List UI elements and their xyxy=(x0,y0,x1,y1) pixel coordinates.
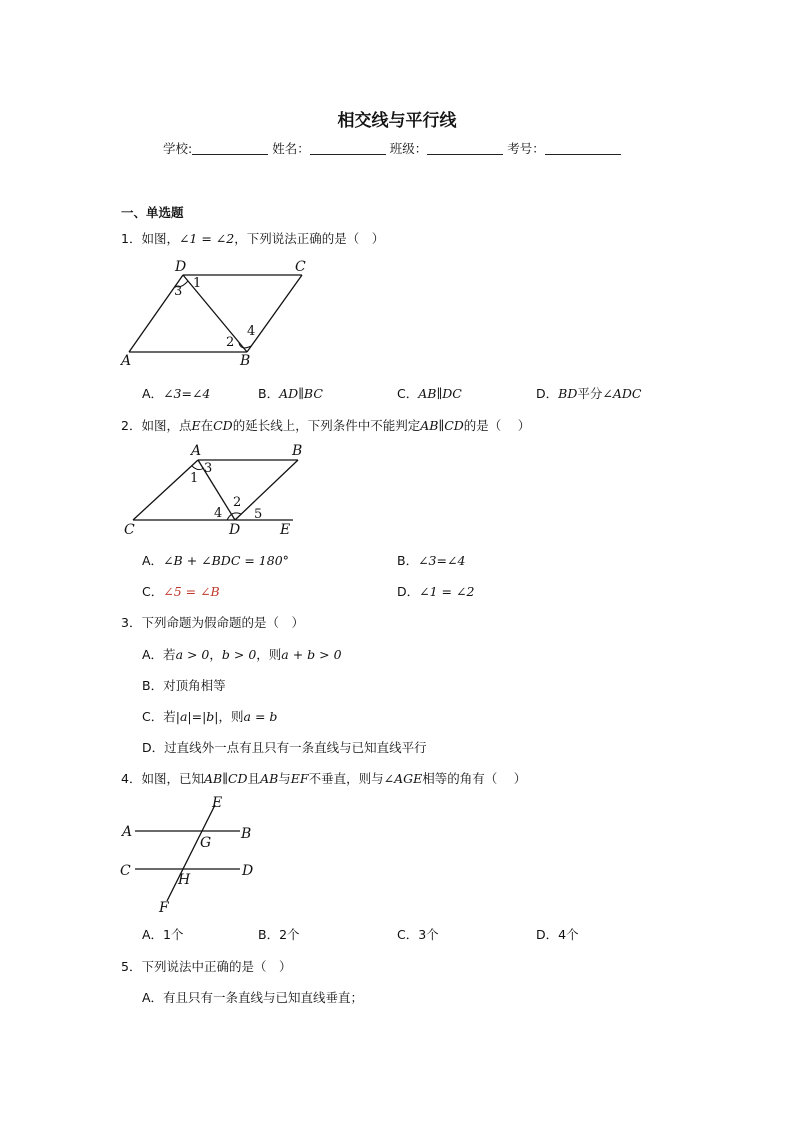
q4-label-c: C xyxy=(120,863,131,879)
q4-text-e: 相等的角有（ ） xyxy=(422,771,527,786)
q2-option-c-letter: C． xyxy=(142,584,164,599)
section-heading: 一、单选题 xyxy=(121,205,184,220)
q1-angle-4: 4 xyxy=(247,324,256,339)
q3-option-b[interactable]: B．对顶角相等 xyxy=(142,678,226,693)
q1-option-d-letter: D． xyxy=(536,386,559,401)
q1-option-d-math2: ∠ADC xyxy=(602,386,642,401)
q1-label-c: C xyxy=(295,259,306,275)
q4-option-b[interactable]: B．2个 xyxy=(258,927,300,942)
q4-label-f: F xyxy=(159,900,169,916)
q2-label-d: D xyxy=(229,522,241,538)
q2-option-c[interactable] xyxy=(142,582,220,600)
q1-text-b: ，下列说法正确的是（ ） xyxy=(234,231,385,246)
q3-option-c-math-2: a = b xyxy=(243,709,278,724)
q2-angle-2: 2 xyxy=(233,495,242,510)
q3-option-a-text-a: A．若 xyxy=(142,647,176,662)
q4-option-c[interactable]: C．3个 xyxy=(397,927,439,942)
class-label: 班级： xyxy=(389,141,428,156)
q3-option-a-then: ，则 xyxy=(256,647,282,662)
q4-line-ef xyxy=(167,805,215,901)
q1-line-cb xyxy=(247,275,302,352)
q4-label-b: B xyxy=(241,826,252,842)
q5-option-a[interactable]: A．有且只有一条直线与已知直线垂直； xyxy=(142,990,364,1005)
q4-math-2: AB xyxy=(260,771,279,786)
q2-segment-cd: CD xyxy=(213,418,233,433)
q2-point-e: E xyxy=(191,418,201,433)
question-3-stem: 3．下列命题为假命题的是（ ） xyxy=(121,615,304,630)
q2-text-a: 2．如图，点 xyxy=(121,418,192,433)
q3-option-a-math-2: b > 0 xyxy=(221,647,257,662)
q1-option-c-text: AB∥DC xyxy=(418,386,462,401)
q2-label-c: C xyxy=(124,522,135,538)
question-4-stem xyxy=(121,769,526,787)
q4-text-a: 4．如图，已知 xyxy=(121,771,204,786)
q2-text-c: 的延长线上，下列条件中不能判定 xyxy=(232,418,421,433)
q1-label-a: A xyxy=(121,353,132,369)
q2-option-b-letter: B． xyxy=(397,553,419,568)
q3-option-c-then: ，则 xyxy=(218,709,244,724)
q1-option-c-letter: C． xyxy=(397,386,419,401)
q2-angle-5: 5 xyxy=(254,507,263,522)
q1-option-a-text: ∠3=∠4 xyxy=(163,386,211,401)
q2-line-bd xyxy=(235,460,298,520)
q1-option-b[interactable] xyxy=(258,384,323,402)
q4-text-d: 不垂直，则与 xyxy=(308,771,384,786)
q2-option-d[interactable] xyxy=(397,582,474,600)
q2-option-a[interactable] xyxy=(142,551,289,569)
q3-option-c-text-a: C．若 xyxy=(142,709,176,724)
class-blank xyxy=(427,142,503,155)
q2-angle-1: 1 xyxy=(190,471,199,486)
q4-label-a: A xyxy=(122,824,133,840)
q1-option-c[interactable] xyxy=(397,384,462,402)
question-1-stem xyxy=(121,229,384,247)
q4-figure xyxy=(115,793,270,918)
q1-angle-3: 3 xyxy=(174,284,183,299)
q1-text-a: 1．如图， xyxy=(121,231,179,246)
q2-line-ac xyxy=(133,460,198,520)
name-label: 姓名： xyxy=(272,141,310,156)
q4-math-4: ∠AGE xyxy=(383,771,423,786)
q1-figure xyxy=(115,255,330,370)
q2-text-d: 的是（ ） xyxy=(463,418,531,433)
q1-angle-2: 2 xyxy=(226,335,235,350)
q2-angle-4: 4 xyxy=(214,506,223,521)
q2-option-a-letter: A． xyxy=(142,553,164,568)
q2-text-b: 在 xyxy=(200,418,214,433)
q4-label-d: D xyxy=(242,863,254,879)
q3-option-c-math-1: |a|=|b| xyxy=(175,709,219,724)
q2-label-e: E xyxy=(280,522,291,538)
q1-option-a[interactable] xyxy=(142,384,210,402)
q2-option-d-letter: D． xyxy=(397,584,420,599)
number-label: 考号： xyxy=(507,141,545,156)
q3-option-d[interactable]: D．过直线外一点有且只有一条直线与已知直线平行 xyxy=(142,740,427,755)
q1-label-b: B xyxy=(240,353,251,369)
q4-text-c: 与 xyxy=(278,771,291,786)
q2-option-c-text: ∠5 = ∠B xyxy=(163,584,220,599)
q2-label-a: A xyxy=(191,443,202,459)
q3-option-c[interactable] xyxy=(142,707,277,725)
q1-angle-1: 1 xyxy=(193,276,202,291)
q2-option-b-text: ∠3=∠4 xyxy=(418,553,466,568)
q4-text-b: 且 xyxy=(247,771,261,786)
q2-label-b: B xyxy=(292,443,303,459)
q4-label-h: H xyxy=(178,872,191,888)
q2-angle-3: 3 xyxy=(204,461,213,476)
student-info-line xyxy=(163,139,621,157)
question-5-stem: 5．下列说法中正确的是（ ） xyxy=(121,959,292,974)
q1-option-a-letter: A． xyxy=(142,386,164,401)
q4-math-1: AB∥CD xyxy=(203,771,248,786)
q4-label-g: G xyxy=(200,835,212,851)
q3-option-a-math-1: a > 0 xyxy=(175,647,210,662)
q1-option-d[interactable] xyxy=(536,384,641,402)
q1-label-d: D xyxy=(175,259,187,275)
q4-option-a[interactable]: A．1个 xyxy=(142,927,184,942)
q2-option-b[interactable] xyxy=(397,551,465,569)
q3-option-a-math-3: a + b > 0 xyxy=(281,647,342,662)
page-title: 相交线与平行线 xyxy=(337,111,457,131)
q1-option-b-letter: B． xyxy=(258,386,280,401)
q4-option-d[interactable]: D．4个 xyxy=(536,927,579,942)
q1-option-b-text: AD∥BC xyxy=(279,386,323,401)
q2-parallel: AB∥CD xyxy=(420,418,464,433)
q4-math-3: EF xyxy=(290,771,309,786)
number-blank xyxy=(545,142,621,155)
q2-option-d-text: ∠1 = ∠2 xyxy=(419,584,475,599)
q1-option-d-math: BD xyxy=(558,386,578,401)
q2-figure xyxy=(118,440,308,540)
q1-math: ∠1 = ∠2 xyxy=(178,231,235,246)
question-2-stem xyxy=(121,416,530,434)
name-blank xyxy=(310,142,386,155)
q4-label-e: E xyxy=(212,795,223,811)
q3-option-a-sep: ， xyxy=(209,647,222,662)
school-label: 学校: xyxy=(163,141,193,156)
q3-option-a[interactable] xyxy=(142,645,342,663)
q2-option-a-text: ∠B + ∠BDC = 180° xyxy=(163,553,289,568)
school-blank xyxy=(192,142,268,155)
q1-option-d-text: 平分 xyxy=(577,386,603,401)
